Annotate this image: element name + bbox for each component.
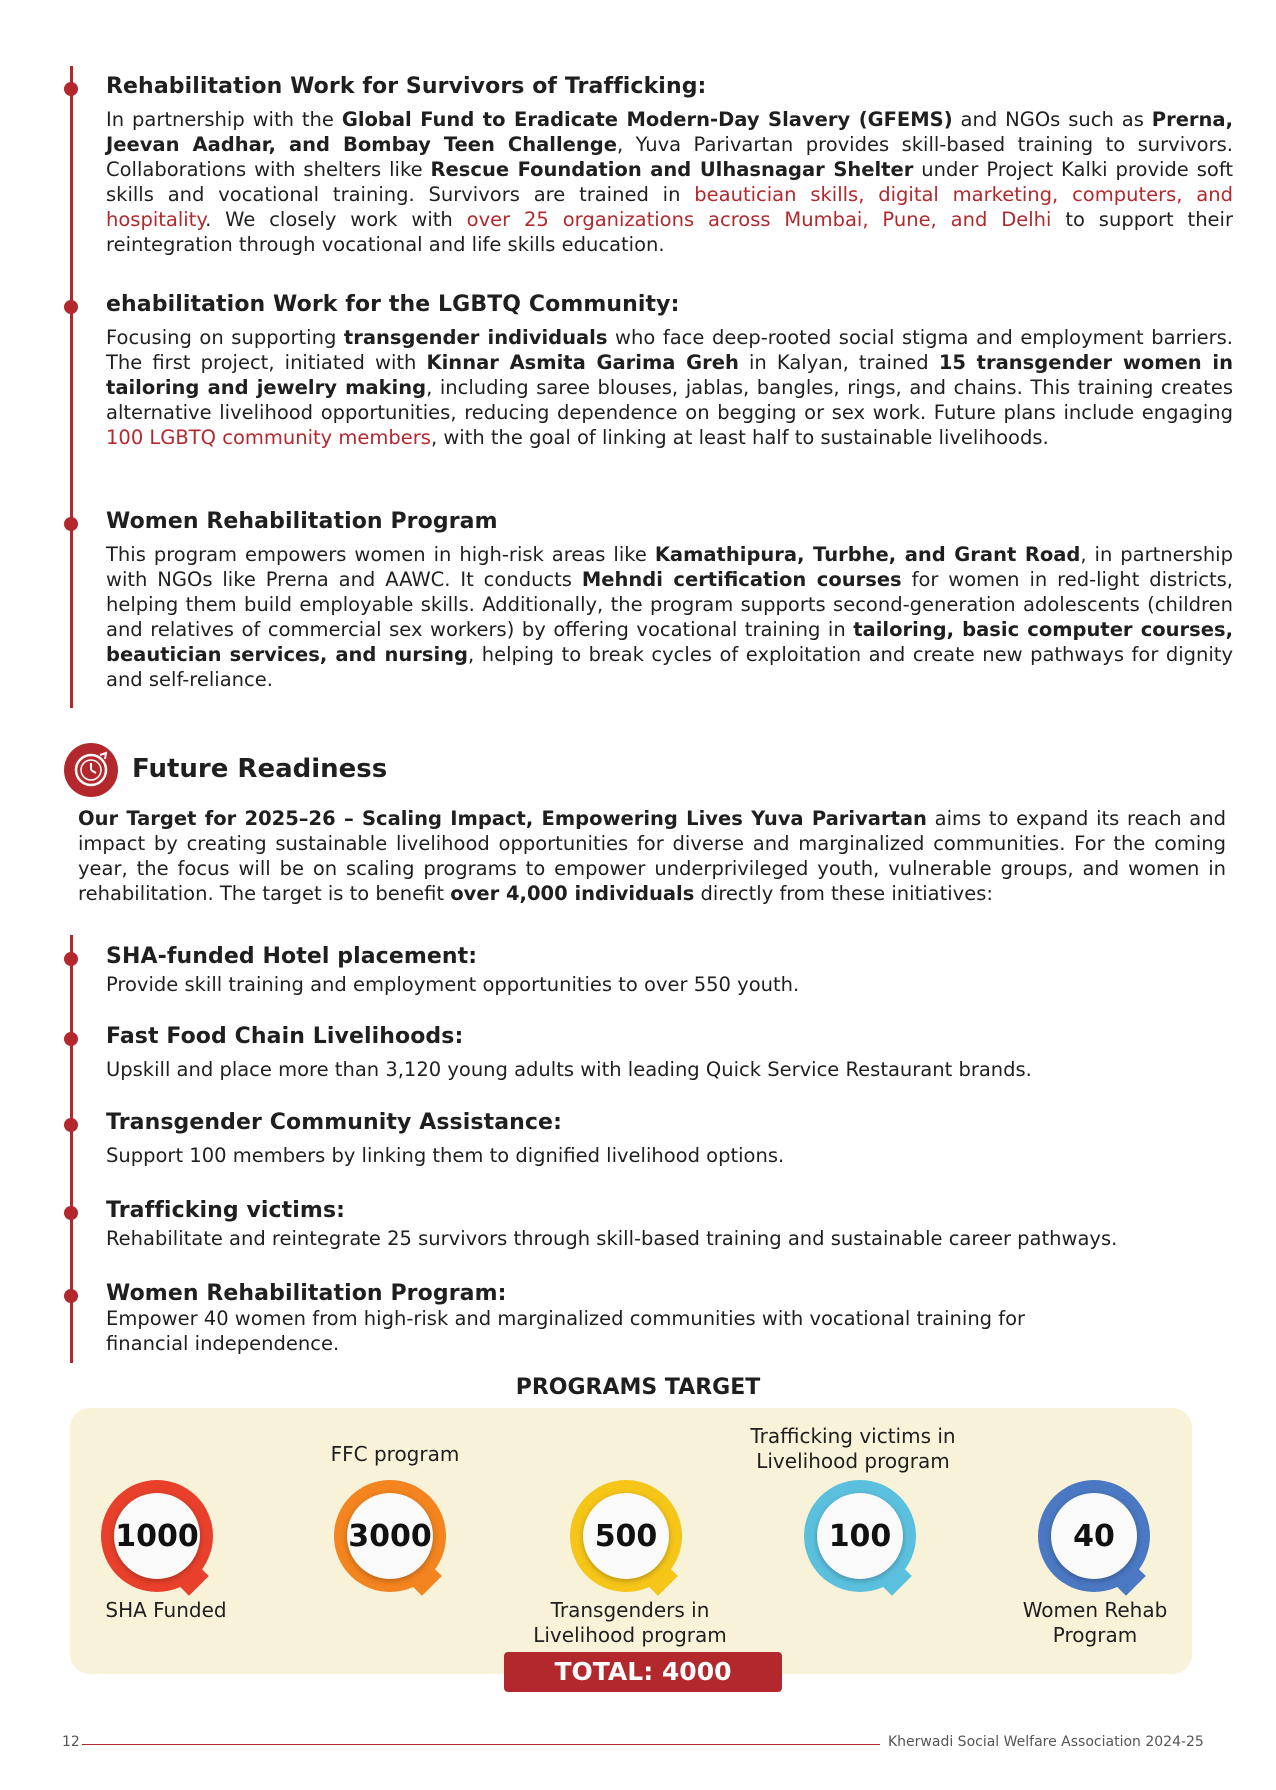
bold-text: Prerna, Jeevan Aadhar, and Bombay Teen Challenge	[106, 108, 1233, 156]
footer-org: Kherwadi Social Welfare Association 2024-25	[888, 1734, 1204, 1750]
highlight-text: beautician skills, digital marketing, computers, and hospitality	[106, 183, 1233, 231]
target-heading: Women Rehabilitation Program:	[106, 1281, 507, 1306]
text-run: This program empowers women in high-risk areas like	[106, 543, 655, 566]
program-value: 500	[583, 1493, 669, 1579]
program-value: 40	[1051, 1493, 1137, 1579]
target-item-women	[73, 1281, 1233, 1356]
future-readiness-title: Future Readiness	[132, 754, 388, 784]
target-item-ffc	[73, 1024, 1233, 1082]
program-label-sha: SHA Funded	[105, 1598, 227, 1622]
program-circle-sha	[101, 1480, 213, 1592]
text-run: to support their reintegration through vocational and life skills education.	[106, 208, 1233, 256]
rehab-paragraph	[106, 107, 1233, 257]
text-run: In partnership with the	[106, 108, 342, 131]
text-run: for women in red-light districts, helping them build employable skills. Additionally, the program supports second-generation adolescents (children and relatives of commercial sex workers) by offering vocational training in	[106, 568, 1234, 641]
program-circle-transgender	[570, 1480, 682, 1592]
footer-divider	[82, 1744, 880, 1745]
text-run: , with the goal of linking at least half to sustainable livelihoods.	[430, 426, 1049, 449]
bullet-dot	[64, 1206, 78, 1220]
bold-text: 15 transgender women in tailoring and jewelry making	[106, 351, 1233, 399]
text-run: , Yuva Parivartan provides skill-based training to survivors. Collaborations with shelters like	[106, 133, 1233, 181]
programs-target-title: PROGRAMS TARGET	[515, 1375, 761, 1400]
target-text: Empower 40 women from high-risk and marginalized communities with vocational training for financial independence.	[106, 1307, 1026, 1355]
target-text: Provide skill training and employment opportunities to over 550 youth.	[106, 973, 800, 996]
program-value: 1000	[114, 1493, 200, 1579]
future-readiness-paragraph	[78, 806, 1226, 906]
bold-text: Kinnar Asmita Garima Greh	[426, 351, 739, 374]
rehab-heading: ehabilitation Work for the LGBTQ Community:	[106, 292, 680, 317]
rehab-paragraph	[106, 325, 1233, 450]
total-badge: TOTAL: 4000	[504, 1652, 782, 1692]
bold-text: Kamathipura, Turbhe, and Grant Road	[654, 543, 1081, 566]
bullet-dot	[64, 300, 78, 314]
rehab-item-trafficking	[73, 74, 1233, 257]
text-run: and NGOs such as	[952, 108, 1152, 131]
program-circle-women	[1038, 1480, 1150, 1592]
bold-text: transgender individuals	[343, 326, 608, 349]
target-heading: Trafficking victims:	[106, 1198, 346, 1223]
bold-text: tailoring, basic computer courses, beautician services, and nursing	[106, 618, 1233, 666]
text-run: who face deep-rooted social stigma and employment barriers. The first project, initiated with	[106, 326, 1233, 374]
rehab-section	[70, 66, 1233, 708]
target-heading: SHA-funded Hotel placement:	[106, 944, 478, 969]
rehab-heading: Rehabilitation Work for Survivors of Trafficking:	[106, 74, 707, 99]
targets-section	[70, 935, 1233, 1363]
target-item-transgender	[73, 1110, 1233, 1168]
target-heading: Transgender Community Assistance:	[106, 1110, 562, 1135]
bullet-dot	[64, 517, 78, 531]
program-label-women: Women Rehab Program	[1022, 1598, 1168, 1647]
text-run: , in partnership with NGOs like Prerna and AAWC. It conducts	[106, 543, 1233, 591]
target-text: Upskill and place more than 3,120 young adults with leading Quick Service Restaurant brands.	[106, 1058, 1032, 1081]
text-run: Focusing on supporting	[106, 326, 344, 349]
rehab-heading: Women Rehabilitation Program	[106, 509, 498, 534]
clock-icon	[64, 743, 118, 797]
program-label-transgender: Transgenders in Livelihood program	[533, 1598, 727, 1647]
text-run: in Kalyan, trained	[738, 351, 939, 374]
target-text: Support 100 members by linking them to dignified livelihood options.	[106, 1144, 785, 1167]
rehab-paragraph	[106, 542, 1233, 692]
program-circle-trafficking	[804, 1480, 916, 1592]
target-heading: Fast Food Chain Livelihoods:	[106, 1024, 464, 1049]
bullet-dot	[64, 952, 78, 966]
target-text: Rehabilitate and reintegrate 25 survivors through skill-based training and sustainable career pathways.	[106, 1227, 1118, 1250]
text-run: under Project Kalki provide soft skills and vocational training. Survivors are trained in	[106, 158, 1233, 206]
bold-text: Rescue Foundation and Ulhasnagar Shelter	[430, 158, 914, 181]
target-item-trafficking	[73, 1198, 1233, 1251]
program-value: 100	[817, 1493, 903, 1579]
target-item-sha	[73, 944, 1233, 997]
text-run: . We closely work with	[205, 208, 467, 231]
highlight-text: 100 LGBTQ community members	[106, 426, 431, 449]
text-run: , including saree blouses, jablas, bangles, rings, and chains. This training creates alternative livelihood opportunities, reducing dependence on begging or sex work. Future plans include engaging	[106, 376, 1233, 424]
highlight-text: over 25 organizations across Mumbai, Pune, and Delhi	[466, 208, 1052, 231]
rehab-item-women	[73, 509, 1233, 692]
bullet-dot	[64, 1289, 78, 1303]
bullet-dot	[64, 82, 78, 96]
bold-text: over 4,000 individuals	[450, 882, 695, 905]
program-value: 3000	[347, 1493, 433, 1579]
bold-text: Our Target for 2025–26 – Scaling Impact, Empowering Lives Yuva Parivartan	[78, 807, 927, 830]
rehab-item-lgbtq	[73, 292, 1233, 450]
bold-text: Global Fund to Eradicate Modern-Day Slavery (GFEMS)	[341, 108, 953, 131]
program-circle-ffc	[334, 1480, 446, 1592]
bullet-dot	[64, 1032, 78, 1046]
bold-text: Mehndi certification courses	[581, 568, 902, 591]
program-label-trafficking: Trafficking victims in Livelihood program	[750, 1424, 956, 1473]
page-number: 12	[62, 1734, 80, 1750]
bullet-dot	[64, 1118, 78, 1132]
text-run: directly from these initiatives:	[694, 882, 993, 905]
program-label-ffc: FFC program	[330, 1442, 460, 1466]
text-run: aims to expand its reach and impact by creating sustainable livelihood opportunities for diverse and marginalized communities. For the coming year, the focus will be on scaling programs to empower underprivileged youth, vulnerable groups, and women in rehabilitation. The target is to benefit	[78, 807, 1226, 905]
text-run: , helping to break cycles of exploitation and create new pathways for dignity and self-reliance.	[106, 643, 1233, 691]
